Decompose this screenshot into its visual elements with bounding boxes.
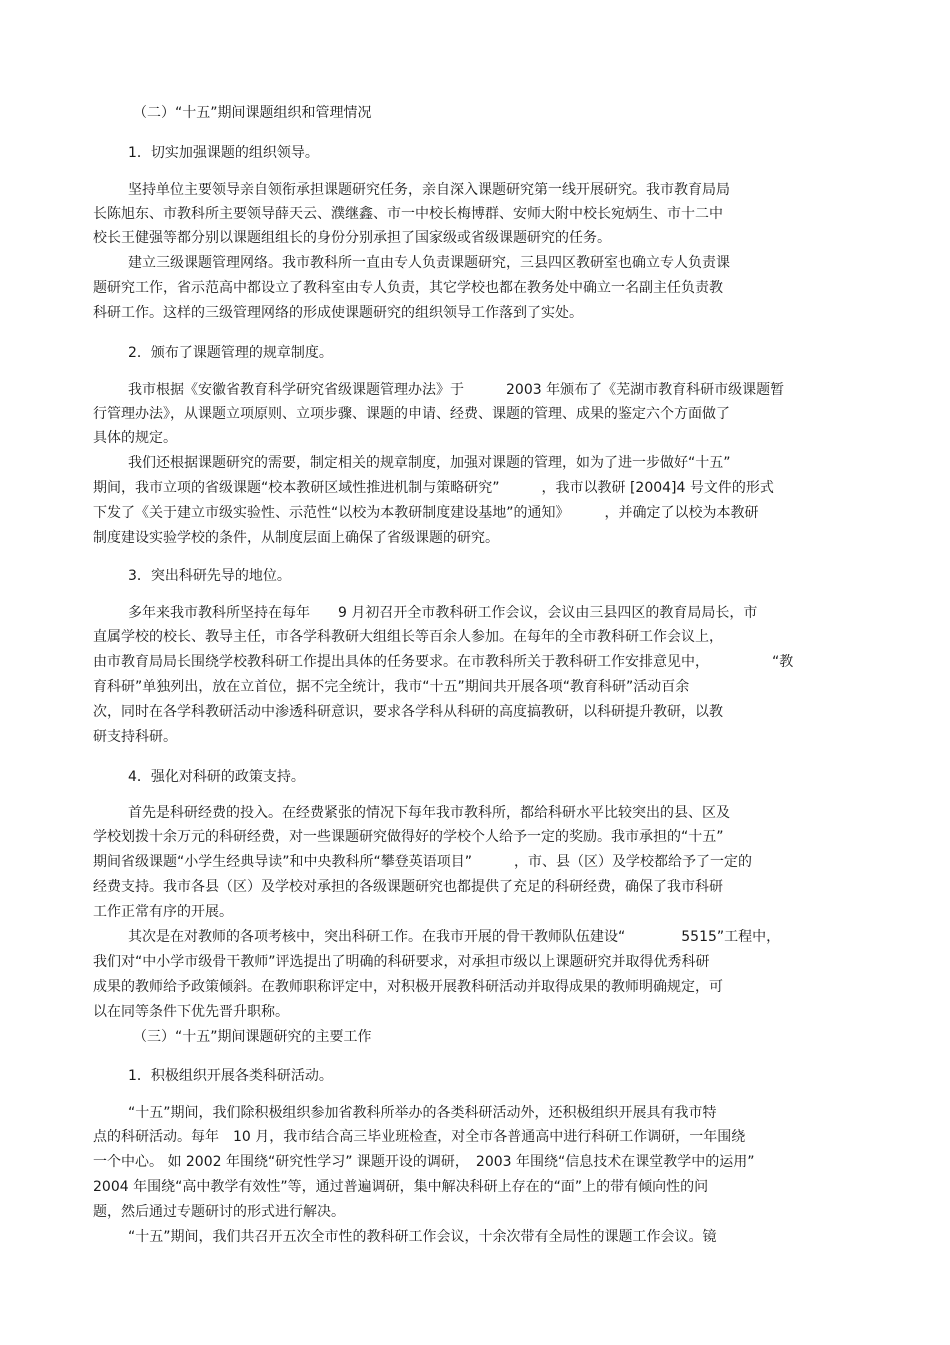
paragraph-line: 题研究工作，省示范高中都设立了教科室由专人负责，其它学校也都在教务处中确立一名副主任负责教 bbox=[93, 280, 723, 296]
paragraph-line: 研支持科研。 bbox=[93, 729, 177, 745]
subheading-5: 1．积极组织开展各类科研活动。 bbox=[128, 1068, 333, 1084]
paragraph-line: 一个中心。 如 2002 年围绕“研究性学习” 课题开设的调研， 2003 年围绕“信息技术在课堂教学中的运用” bbox=[93, 1154, 755, 1170]
subheading-1: 1．切实加强课题的组织领导。 bbox=[128, 145, 319, 161]
paragraph-line: 经费支持。我市各县（区）及学校对承担的各级课题研究也都提供了充足的科研经费，确保了我市科研 bbox=[93, 879, 723, 895]
paragraph-line: 建立三级课题管理网络。我市教科所一直由专人负责课题研究，三县四区教研室也确立专人负责课 bbox=[128, 255, 730, 271]
subheading-4: 4．强化对科研的政策支持。 bbox=[128, 769, 305, 785]
section-heading-3: （三）“十五”期间课题研究的主要工作 bbox=[133, 1029, 372, 1045]
paragraph-line: 工作正常有序的开展。 bbox=[93, 904, 233, 920]
paragraph-line: “十五”期间，我们除积极组织参加省教科所举办的各类科研活动外，还积极组织开展具有我市特 bbox=[128, 1105, 717, 1121]
paragraph-line: 首先是科研经费的投入。在经费紧张的情况下每年我市教科所，都给科研水平比较突出的县、区及 bbox=[128, 805, 730, 821]
paragraph-line: 制度建设实验学校的条件，从制度层面上确保了省级课题的研究。 bbox=[93, 530, 499, 546]
paragraph-line: 由市教育局局长围绕学校教科研工作提出具体的任务要求。在市教科所关于教科研工作安排意见中， “教 bbox=[93, 654, 794, 670]
paragraph-line: 下发了《关于建立市级实验性、示范性“以校为本教研制度建设基地”的通知》 ，并确定了以校为本教研 bbox=[93, 505, 759, 521]
paragraph-line: 期间，我市立项的省级课题“校本教研区域性推进机制与策略研究” ，我市以教研 [2004]4 号文件的形式 bbox=[93, 480, 774, 496]
paragraph-line: 学校划拨十余万元的科研经费，对一些课题研究做得好的学校个人给予一定的奖励。我市承担的“十五” bbox=[93, 829, 724, 845]
paragraph-line: 育科研”单独列出，放在立首位，据不完全统计，我市“十五”期间共开展各项“教育科研”活动百余 bbox=[93, 679, 690, 695]
paragraph-line: 多年来我市教科所坚持在每年 9 月初召开全市教科研工作会议，会议由三县四区的教育局局长，市 bbox=[128, 605, 758, 621]
paragraph-line: 直属学校的校长、教导主任，市各学科教研大组组长等百余人参加。在每年的全市教科研工作会议上， bbox=[93, 629, 723, 645]
subheading-2: 2．颁布了课题管理的规章制度。 bbox=[128, 345, 333, 361]
paragraph-line: 期间省级课题“小学生经典导读”和中央教科所“攀登英语项目” ，市、县（区）及学校都给予了一定的 bbox=[93, 854, 753, 870]
paragraph-line: 行管理办法》，从课题立项原则、立项步骤、课题的申请、经费、课题的管理、成果的鉴定六个方面做了 bbox=[93, 406, 730, 422]
paragraph-line: 其次是在对教师的各项考核中，突出科研工作。在我市开展的骨干教师队伍建设“ 5515”工程中， bbox=[128, 929, 781, 945]
paragraph-line: 2004 年围绕“高中教学有效性”等，通过普遍调研，集中解决科研上存在的“面”上的带有倾向性的问 bbox=[93, 1179, 709, 1195]
paragraph-line: 次，同时在各学科教研活动中渗透科研意识，要求各学科从科研的高度搞教研，以科研提升教研，以教 bbox=[93, 704, 723, 720]
paragraph-line: 具体的规定。 bbox=[93, 430, 177, 446]
paragraph-line: 坚持单位主要领导亲自领衔承担课题研究任务，亲自深入课题研究第一线开展研究。我市教育局局 bbox=[128, 182, 730, 198]
paragraph-line: 我们还根据课题研究的需要，制定相关的规章制度，加强对课题的管理，如为了进一步做好“十五” bbox=[128, 455, 731, 471]
paragraph-line: 点的科研活动。每年 10 月，我市结合高三毕业班检查，对全市各普通高中进行科研工作调研，一年围绕 bbox=[93, 1129, 746, 1145]
paragraph-line: 题，然后通过专题研讨的形式进行解决。 bbox=[93, 1204, 345, 1220]
paragraph-line: 校长王健强等都分别以课题组组长的身份分别承担了国家级或省级课题研究的任务。 bbox=[93, 230, 611, 246]
paragraph-line: “十五”期间，我们共召开五次全市性的教科研工作会议，十余次带有全局性的课题工作会议。镜 bbox=[128, 1229, 717, 1245]
section-heading-2: （二）“十五”期间课题组织和管理情况 bbox=[133, 105, 372, 121]
paragraph-line: 长陈旭东、市教科所主要领导薛天云、濮继鑫、市一中校长梅博群、安师大附中校长宛炳生、市十二中 bbox=[93, 206, 723, 222]
paragraph-line: 我们对“中小学市级骨干教师”评选提出了明确的科研要求，对承担市级以上课题研究并取得优秀科研 bbox=[93, 954, 710, 970]
paragraph-line: 我市根据《安徽省教育科学研究省级课题管理办法》于 2003 年颁布了《芜湖市教育科研市级课题暂 bbox=[128, 382, 785, 398]
paragraph-line: 以在同等条件下优先晋升职称。 bbox=[93, 1004, 289, 1020]
subheading-3: 3．突出科研先导的地位。 bbox=[128, 568, 291, 584]
paragraph-line: 成果的教师给予政策倾斜。在教师职称评定中，对积极开展教科研活动并取得成果的教师明确规定，可 bbox=[93, 979, 723, 995]
paragraph-line: 科研工作。这样的三级管理网络的形成使课题研究的组织领导工作落到了实处。 bbox=[93, 305, 583, 321]
